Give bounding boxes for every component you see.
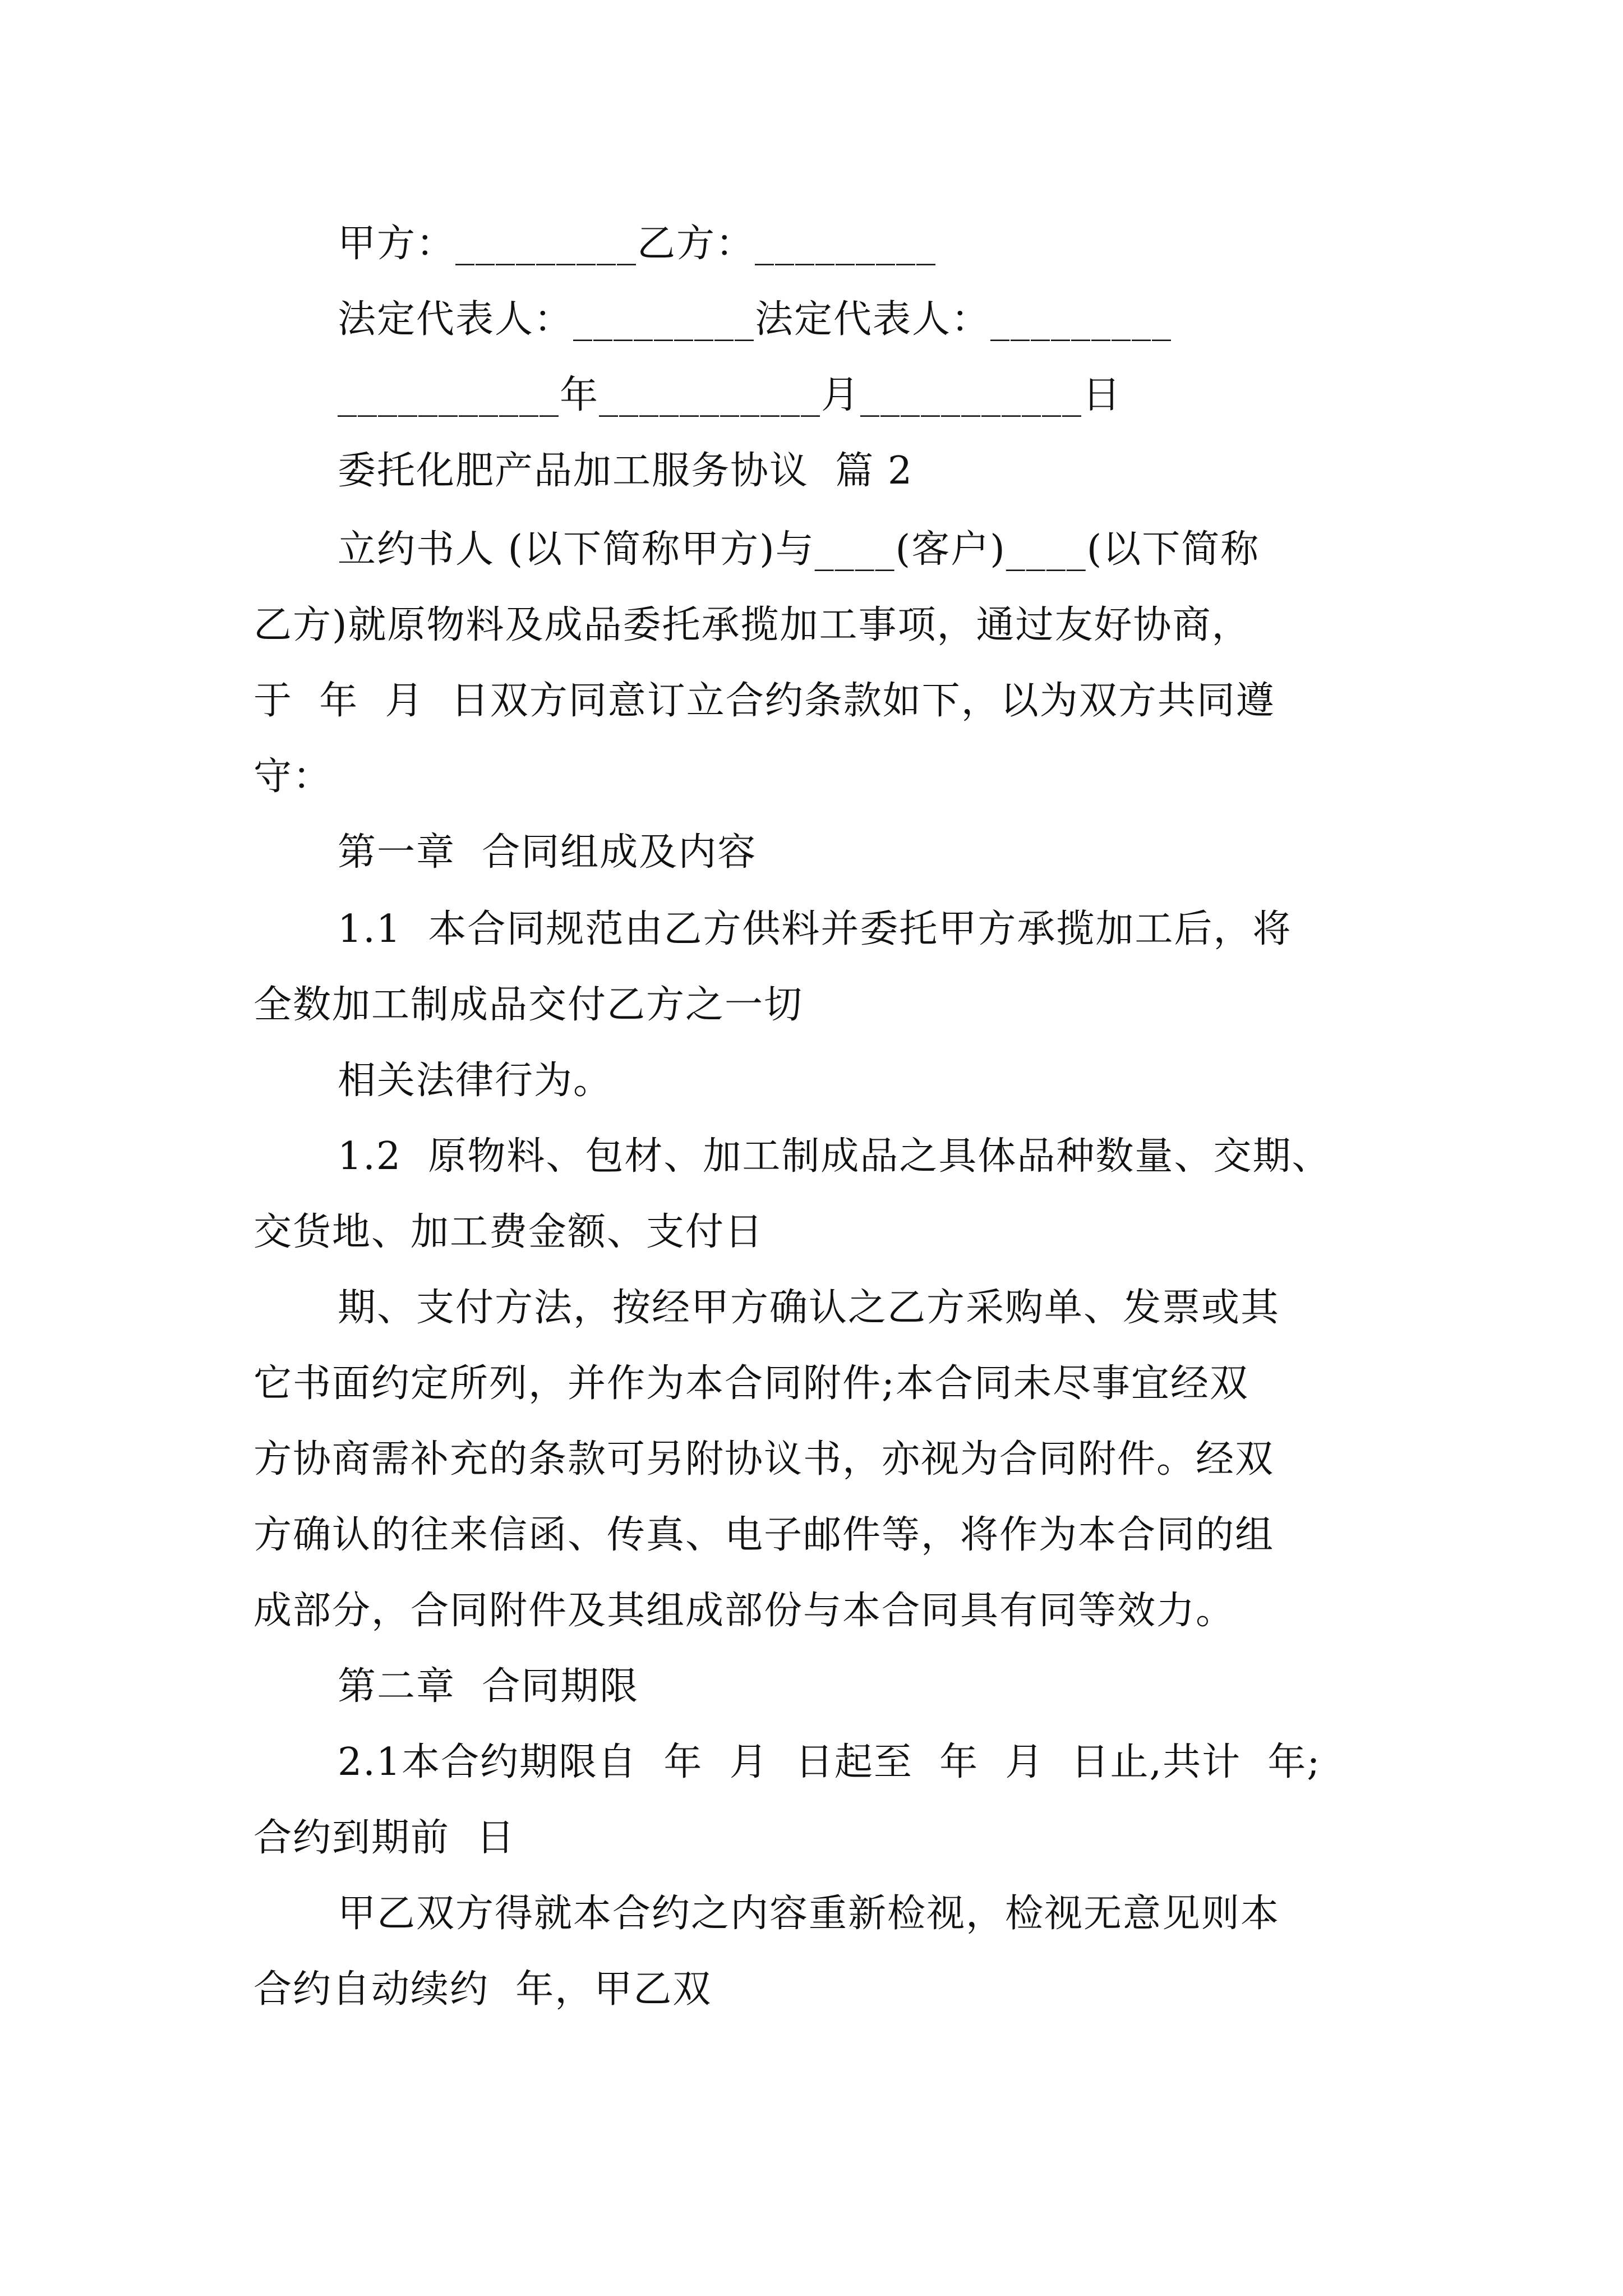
clause-line: 合约自动续约 年，甲乙双 — [253, 1967, 712, 2012]
chapter-heading: 第二章 合同期限 — [338, 1664, 639, 1709]
clause-line: 甲乙双方得就本合约之内容重新检视，检视无意见则本 — [338, 1892, 1280, 1936]
clause-line: 成部分，合同附件及其组成部份与本合同具有同等效力。 — [253, 1589, 1235, 1633]
clause-line: 全数加工制成品交付乙方之一切 — [253, 983, 804, 1027]
paragraph-line: 于 年 月 日双方同意订立合约条款如下，以为双方共同遵 — [253, 679, 1275, 723]
date-line: ___________年___________月___________日 — [338, 373, 1122, 417]
chapter-heading: 第一章 合同组成及内容 — [338, 830, 757, 875]
clause-line: 方协商需补充的条款可另附协议书，亦视为合同附件。经双 — [253, 1437, 1275, 1481]
paragraph-line: 立约书人 (以下简称甲方)与____(客户)____(以下简称 — [338, 527, 1260, 572]
clause-line: 合约到期前 日 — [253, 1816, 516, 1860]
legal-representatives-line: 法定代表人：_________法定代表人：_________ — [338, 297, 1173, 342]
clause-line: 2.1本合约期限自 年 月 日起至 年 月 日止,共计 年; — [338, 1740, 1321, 1784]
clause-line: 1.2 原物料、包材、加工制成品之具体品种数量、交期、 — [338, 1134, 1331, 1179]
clause-line: 交货地、加工费金额、支付日 — [253, 1210, 764, 1254]
paragraph-line: 乙方)就原物料及成品委托承揽加工事项，通过友好协商， — [253, 603, 1251, 647]
clause-line: 它书面约定所列，并作为本合同附件;本合同未尽事宜经双 — [253, 1361, 1249, 1406]
clause-line: 相关法律行为。 — [338, 1059, 613, 1103]
party-names-line: 甲方：_________乙方：_________ — [338, 222, 937, 266]
clause-line: 期、支付方法，按经甲方确认之乙方采购单、发票或其 — [338, 1286, 1280, 1330]
clause-line: 1.1 本合同规范由乙方供料并委托甲方承揽加工后，将 — [338, 907, 1292, 951]
paragraph-line: 守： — [253, 754, 333, 799]
section-title: 委托化肥产品加工服务协议 篇 2 — [338, 449, 914, 493]
clause-line: 方确认的往来信函、传真、电子邮件等，将作为本合同的组 — [253, 1513, 1275, 1557]
